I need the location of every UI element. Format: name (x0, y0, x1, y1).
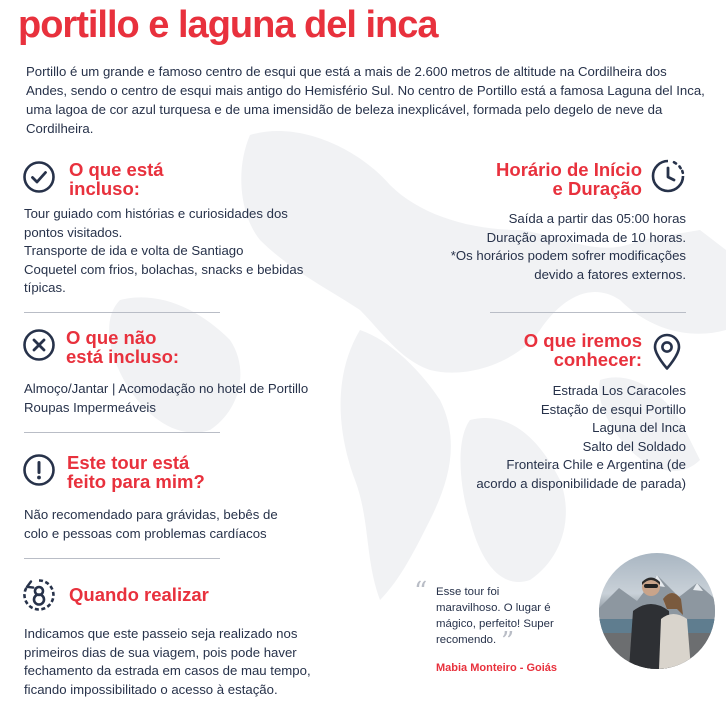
close-quote-icon: ” (501, 627, 515, 657)
section-title-schedule: Horário de Início e Duração (496, 159, 642, 199)
list-item: Estação de esqui Portillo (540, 401, 686, 417)
section-title-included: O que está incluso: (69, 159, 164, 199)
list-item: Almoço/Jantar | Acomodação no hotel de Portillo (24, 381, 309, 396)
section-divider (24, 432, 220, 433)
list-item: Transporte de ida e volta de Santiago (24, 243, 244, 258)
open-quote-icon: “ (414, 577, 428, 607)
x-circle-icon (22, 328, 56, 362)
list-item: Salto del Soldado (582, 438, 686, 454)
included-list (24, 205, 303, 298)
list-item: acordo a disponibilidade de parada) (476, 475, 686, 491)
section-divider (490, 312, 686, 313)
list-item: Fronteira Chile e Argentina (de (506, 457, 686, 472)
location-pin-icon (652, 333, 682, 371)
list-item: pontos visitados. (24, 224, 123, 240)
section-title-for-me: Este tour está feito para mim? (67, 452, 205, 492)
list-item: Não recomendado para grávidas, bebês de (24, 507, 278, 522)
list-item: Roupas Impermeáveis (24, 399, 156, 415)
section-title-when: Quando realizar (69, 584, 209, 605)
clock-icon (650, 158, 686, 194)
exclamation-circle-icon (22, 453, 56, 487)
check-circle-icon (22, 160, 56, 194)
list-item: típicas. (24, 280, 66, 295)
calendar-eight-icon (22, 578, 56, 612)
testimonial-photo (599, 553, 715, 669)
section-divider (24, 558, 220, 559)
intro-paragraph: Portillo é um grande e famoso centro de esqui que está a mais de 2.600 metros de altitude na Cordilheira dos Andes, sendo o centro de esqui mais antigo do Hemisfério Sul. No centro de Portillo está a famosa Laguna del Inca, uma lagoa de cor azul turquesa e de uma imensidão de beleza inexplicável, formada pelo degelo de neve da Cordilheira. (26, 64, 705, 136)
section-title-itinerary: O que iremos conhecer: (523, 330, 642, 370)
section-title-not-included: O que não está incluso: (66, 327, 180, 367)
not-included-list (24, 380, 308, 417)
list-item: Estrada Los Caracoles (552, 383, 686, 398)
list-item: colo e pessoas com problemas cardíacos (24, 525, 267, 541)
page-title: portillo e laguna del inca (18, 4, 438, 46)
testimonial-quote: Esse tour foi maravilhoso. O lugar é mágico, perfeito! Super recomendo. (436, 586, 554, 646)
for-me-list (24, 506, 278, 543)
testimonial-author: Mabia Monteiro - Goiás (436, 662, 558, 674)
section-divider (24, 312, 220, 313)
itinerary-list (476, 382, 686, 493)
schedule-text: Saída a partir das 05:00 horas Duração aproximada de 10 horas. *Os horários podem sofrer modificações devido a fatores externos. (450, 211, 686, 282)
list-item: Laguna del Inca (592, 420, 686, 435)
when-text: Indicamos que este passeio seja realizado nos primeiros dias de sua viagem, pois pode haver fechamento da estrada em casos de mau tempo, ficando impossibilitado o acesso à estação. (24, 626, 311, 697)
list-item: Coquetel com frios, bolachas, snacks e bebidas (24, 261, 304, 277)
list-item: Tour guiado com histórias e curiosidades dos (24, 206, 288, 221)
couple-photo-illustration (599, 553, 715, 669)
